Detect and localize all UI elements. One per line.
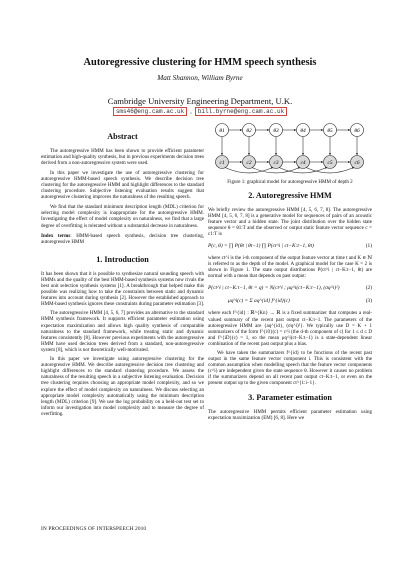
section-2-paragraph: We briefly review the autoregressive HMM [4, 5, 6, 7, 8]. The autoregressive HMM [4, 5, 6, 7, 8] is a generative model for sequences of pairs of an acoustic feature vector and a hidden state. The joint distribution over the hidden state sequence θ = θ1:T and the observed or output static feature vector sequence c = c1:T is <box>208 207 372 238</box>
observation-node <box>216 156 229 169</box>
observation-node-label: c3 <box>273 159 279 166</box>
state-node <box>270 124 283 137</box>
intro-paragraph: The autoregressive HMM [4, 5, 6, 7] provides an alternative to the standard HMM synthesis framework. It supports efficient parameter estimation using expectation maximization and allows high quality synthesis of comparable naturalness to the standard framework, while treating static and dynamic features consistently [8]. However previous experiments with the autoregressive HMM have used decision trees derived from a standard, non-autoregressive system [8], which is not theoretically well-motivated. <box>41 310 204 353</box>
figure-caption: Figure 1: graphical model for autoregressive HMM of depth 2 <box>227 179 353 185</box>
equation-2-number: (2) <box>365 285 372 292</box>
state-node-label: θ1 <box>219 127 225 134</box>
state-node-label: θ3 <box>273 127 279 134</box>
intro-heading: 1. Introduction <box>96 254 149 264</box>
state-node-label: θ2 <box>246 127 252 134</box>
equation-2-body: P(ct^i | ct−K:t−1, θt = q) = N(ct^i ; μq^i(ct−K:t−1), (σq^i)²) <box>208 285 340 292</box>
abstract-paragraph: The autoregressive HMM has been shown to provide efficient parameter estimation and high-quality synthesis, but in previous experiments decision trees derived from a non-autoregressive system were used. <box>41 148 204 167</box>
observation-node <box>270 156 283 169</box>
equation-1-body: P(c, θ) = ∏ P(θt | θt−1) ∏ P(ct^i | ct−K:t−1, θt) <box>208 243 314 250</box>
section-3-heading: 3. Parameter estimation <box>248 392 332 402</box>
intro-paragraph: It has been shown that it is possible to synthesize natural sounding speech with HMMs and the quality of the best HMM-based synthesis systems now rivals the best unit selection synthesis systems [1]. A breakthrough that helped make this possible was realizing how to take the constraints between static and dynamic features into account during synthesis [2]. However the established approach to HMM-based synthesis ignores these constraints during parameter estimation [3]. <box>41 270 205 307</box>
page-footer: IN PROCEEDINGS OF INTERSPEECH 2010 <box>41 526 147 532</box>
equation-3 <box>208 297 372 305</box>
state-node-label: θ6 <box>354 127 360 134</box>
equation-1-number: (1) <box>365 243 372 250</box>
intro-paragraph: In this paper we investigate using autoregressive clustering for the autoregressive HMM. We describe autoregressive decision tree clustering and highlight differences to the standard clustering procedure. We assess the naturalness of the resulting speech in a subjective listening evaluation. Decision tree clustering requires choosing an appropriate model complexity, and so we explore the effect of model complexity on naturalness. We discuss selecting an appropriate model complexity automatically using the minimum description length (MDL) criterion [9]. We use the log probability on a held-out test set to inform our investigation into model complexity and to measure the degree of overfitting. <box>41 356 204 417</box>
observation-node-label: c6 <box>354 159 360 166</box>
state-node <box>216 124 229 137</box>
observation-node-label: c1 <box>219 159 225 166</box>
paper-emails: sms46@eng.cam.ac.uk , bill.byrne@eng.cam.ac.uk <box>0 108 400 115</box>
state-node <box>351 124 364 137</box>
index-terms-text: : HMM-based speech synthesis, decision tree clustering, autoregressive HMM <box>41 232 205 245</box>
section-2-paragraph: where ct^i is the i-th component of the output feature vector at time t and K ∈ ℕ is referred to as the depth of the model. A graphical model for the case K = 2 is shown in Figure 1. The state output distributions P(ct^i | ct−K:t−1, θt) are normal with a mean that depends on past output: <box>208 255 372 280</box>
state-node <box>297 124 310 137</box>
paper-title: Autoregressive clustering for HMM speech synthesis <box>83 57 317 68</box>
observation-node-label: c2 <box>246 159 252 166</box>
abstract-heading: Abstract <box>107 132 138 141</box>
index-terms <box>41 233 204 245</box>
observation-node <box>324 156 337 169</box>
index-terms-label: Index terms <box>41 232 71 239</box>
paper-authors: Matt Shannon, William Byrne <box>157 74 243 82</box>
observation-node <box>297 156 310 169</box>
equation-1 <box>208 242 372 250</box>
observation-node-label: c5 <box>327 159 333 166</box>
state-node <box>243 124 256 137</box>
observation-node-label: c4 <box>300 159 306 166</box>
observation-node <box>351 156 364 169</box>
observation-node <box>243 156 256 169</box>
left-column <box>41 126 204 420</box>
state-node-label: θ5 <box>327 127 333 134</box>
section-2-paragraph: where each f^{id} : ℝ^{Kn} → ℝ is a fixed summarizer that computes a real-valued summary of the recent past output ct−K:t−1. The parameters of the autoregressive HMM are {aq^{id}, (σq^i)²}. We typically use D = K + 1 summarizers of the form f^{i0}(c) = c^i (the d-th component of c) for 1 ≤ d ≤ D and f^{iD}(c) = 1, so the mean μq^i(ct−K:t−1) is a state-dependent linear combination of the recent past output plus a bias. <box>208 310 372 347</box>
abstract-paragraph: We find that the standard minimum description length (MDL) criterion for selecting model complexity is inappropriate for the autoregressive HMM. Investigating the effect of model complexity on naturalness, we find that a large degree of overfitting is tolerated without a substantial decrease in naturalness. <box>41 204 204 229</box>
section-3-paragraph: The autoregressive HMM permits efficient parameter estimation using expectation maximization (EM) [6, 8]. Here we <box>208 408 372 421</box>
graphical-model-diagram <box>208 118 372 176</box>
equation-3-body: μq^i(c) = Σ aq^{id} f^{id}(c) <box>228 298 290 305</box>
section-2-heading: 2. Autoregressive HMM <box>248 191 332 201</box>
email-link-1[interactable]: sms46@eng.cam.ac.uk <box>113 107 187 116</box>
abstract-body <box>41 148 204 245</box>
right-column <box>208 118 372 424</box>
graphical-model-figure <box>208 118 372 176</box>
equation-2 <box>208 284 372 292</box>
state-node-label: θ4 <box>300 127 306 134</box>
email-link-2[interactable]: bill.byrne@eng.cam.ac.uk <box>195 107 287 116</box>
paper-affiliation: Cambridge University Engineering Department, U.K. <box>107 96 293 106</box>
equation-3-number: (3) <box>365 298 372 305</box>
section-2-paragraph: We have taken the summarizers f^{id} to be functions of the recent past output in the same feature vector component i. This is consistent with the common assumption when modelling speech that the feature vector components (c^i) are independent given the state sequence θ. However it causes no problem if the summarizers depend on all recent past output ct−K:t−1, or even on the present output up to the given component ct^{1:i−1}. <box>208 350 372 387</box>
state-node <box>324 124 337 137</box>
abstract-paragraph: In this paper we investigate the use of autoregressive clustering for autoregressive HMM-based speech synthesis. We describe decision tree clustering for the autoregressive HMM and highlight differences to the standard clustering procedure. Subjective listening evaluation results suggest that autoregressive clustering improves the naturalness of the resulting speech. <box>41 170 204 201</box>
